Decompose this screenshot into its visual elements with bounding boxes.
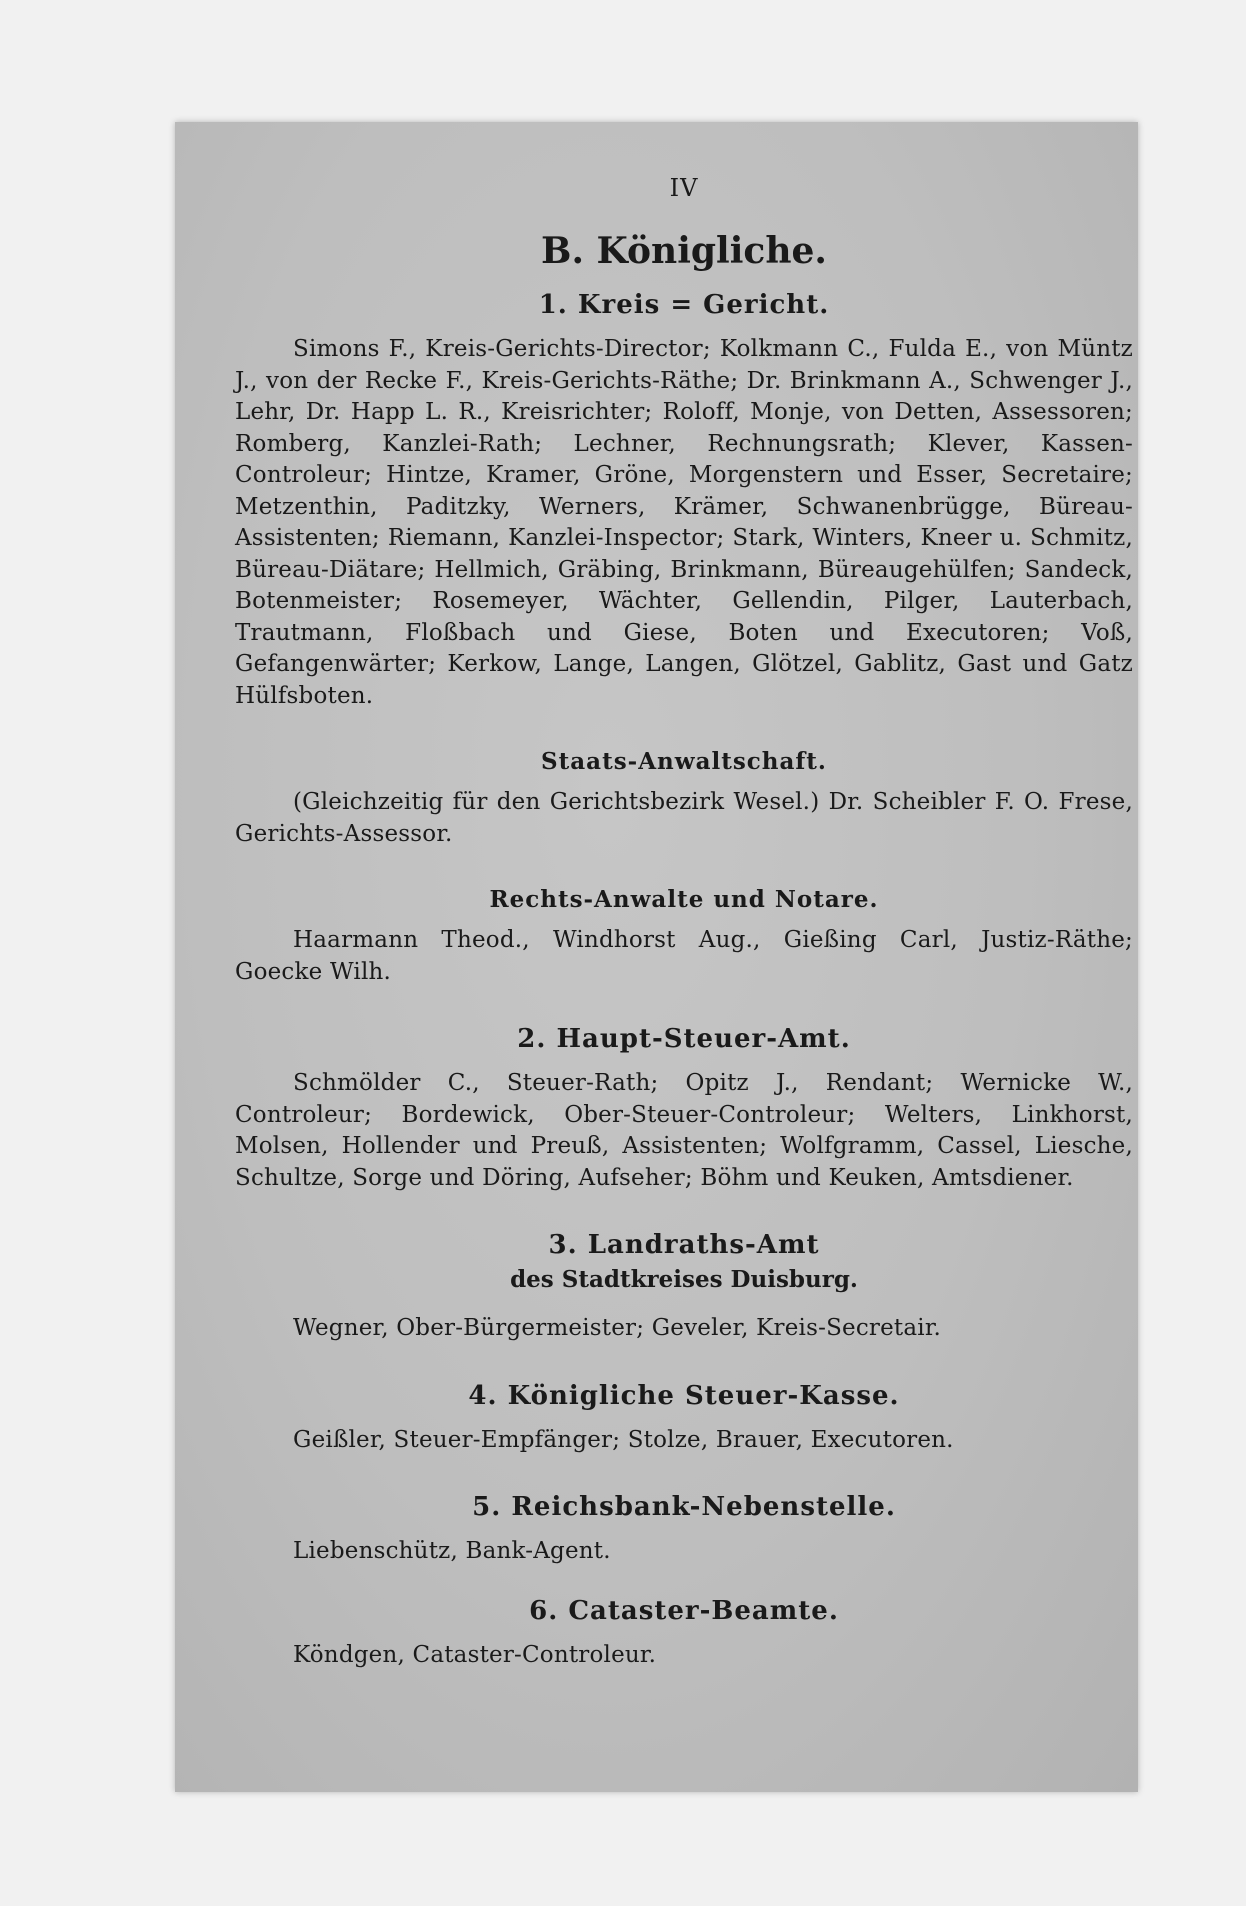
section-title-kreisgericht: 1. Kreis = Gericht. [538,290,830,320]
section-text-landrathsamt: Wegner, Ober-Bürgermeister; Geveler, Kreis-Secretair. [293,1315,942,1341]
section-title-landrathsamt: 3. Landraths-Amt [548,1230,820,1260]
section-title-staatsanwaltschaft: Staats-Anwaltschaft. [541,748,827,775]
section-text-kreisgericht: Simons F., Kreis-Gerichts-Director; Kolkmann C., Fulda E., von Müntz J., von der Recke F., Kreis-Gerichts-Räthe; Dr. Brinkmann A., Schwenger J., Lehr, Dr. Happ L. R., Kreisrichter; Roloff, Monje, von Detten, Assessoren; Romberg, Kanzlei-Rath; Lechner, Rechnungsrath; Klever, Kassen-Controleur; Hintze, Kramer, Gröne, Morgenstern und Esser, Secretaire; Metzenthin, Paditzky, Werners, Krämer, Schwanenbrügge, Büreau-Assistenten; Riemann, Kanzlei-Inspector; Stark, Winters, Kneer u. Schmitz, Büreau-Diätare; Hellmich, Gräbing, Brinkmann, Büreaugehülfen; Sandeck, Botenmeister; Rosemeyer, Wächter, Gellendin, Pilger, Lauterbach, Trautmann, Floßbach und Giese, Boten und Executoren; Voß, Gefangenwärter; Kerkow, Lange, Langen, Glötzel, Gablitz, Gast und Gatz Hülfsboten. [235,336,1133,709]
section-text-hauptsteueramt: Schmölder C., Steuer-Rath; Opitz J., Rendant; Wernicke W., Controleur; Bordewick, Ober-Steuer-Controleur; Welters, Linkhorst, Molsen, Hollender und Preuß, Assistenten; Wolfgramm, Cassel, Liesche, Schultze, Sorge und Döring, Aufseher; Böhm und Keuken, Amtsdiener. [235,1070,1133,1191]
section-subtitle-landrathsamt: des Stadtkreises Duisburg. [510,1266,858,1293]
section-title-rechtsanwalte: Rechts-Anwalte und Notare. [489,886,879,913]
section-text-cataster: Köndgen, Cataster-Controleur. [293,1641,657,1668]
section-text-reichsbank: Liebenschütz, Bank-Agent. [293,1538,611,1564]
section-text-rechtsanwalte: Haarmann Theod., Windhorst Aug., Gießing Carl, Justiz-Räthe; Goecke Wilh. [235,927,1133,985]
scanned-page [175,122,1138,1792]
section-title-steuerkasse: 4. Königliche Steuer-Kasse. [468,1380,900,1411]
section-title-reichsbank: 5. Reichsbank-Nebenstelle. [472,1492,896,1522]
page-number: IV [669,174,699,202]
section-text-steuerkasse: Geißler, Steuer-Empfänger; Stolze, Brauer, Executoren. [293,1426,954,1453]
section-text-staatsanwaltschaft: (Gleichzeitig für den Gerichtsbezirk Wesel.) Dr. Scheibler F. O. Frese, Gerichts-Assessor. [235,789,1133,847]
main-title: B. Königliche. [541,230,827,272]
section-title-cataster: 6. Cataster-Beamte. [529,1595,839,1626]
section-title-hauptsteueramt: 2. Haupt-Steuer-Amt. [517,1024,851,1054]
page-content [235,174,1133,1671]
